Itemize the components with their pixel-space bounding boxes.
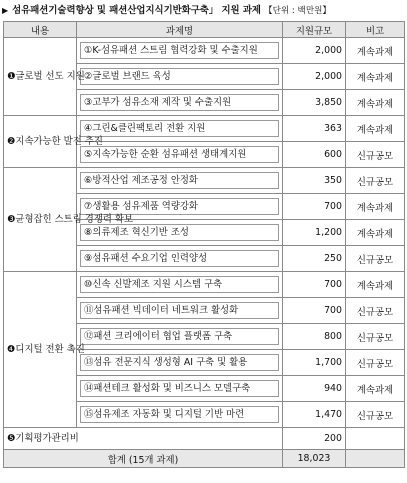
task-name: ③고부가 섬유소재 제작 및 수출지원	[80, 94, 279, 111]
task-name: ⑤지속가능한 순환 섬유패션 생태계지원	[80, 146, 279, 163]
remark-badge: 계속과제	[346, 64, 405, 90]
total-remark	[346, 450, 405, 468]
task-name: ④그린&클린팩토리 전환 지원	[80, 120, 279, 137]
support-amount: 700	[283, 194, 346, 220]
support-amount: 2,000	[283, 38, 346, 64]
table-row	[4, 116, 405, 142]
management-cost-amount: 200	[283, 428, 346, 450]
table-row	[4, 38, 405, 64]
table-header-row	[4, 22, 405, 38]
task-name: ②글로벌 브랜드 육성	[80, 68, 279, 85]
task-name-cell	[77, 376, 283, 402]
table-row	[4, 168, 405, 194]
remark-badge: 신규공모	[346, 298, 405, 324]
task-name: ⑥방적산업 제조공정 안정화	[80, 172, 279, 189]
total-amount: 18,023	[283, 450, 346, 468]
unit-label: 【단위 : 백만원】	[263, 6, 332, 16]
task-name: ⑨섬유패션 수요기업 인력양성	[80, 250, 279, 267]
support-amount: 363	[283, 116, 346, 142]
task-name: ⑮섬유제조 자동화 및 디지털 기반 마련	[80, 406, 279, 423]
remark-badge: 계속과제	[346, 38, 405, 64]
document-title	[2, 3, 406, 19]
support-amount: 1,470	[283, 402, 346, 428]
table-row	[4, 272, 405, 298]
remark-badge: 계속과제	[346, 272, 405, 298]
remark-badge: 신규공모	[346, 402, 405, 428]
support-amount: 700	[283, 272, 346, 298]
header-remarks: 비고	[346, 22, 405, 38]
support-amount: 1,700	[283, 350, 346, 376]
task-name-cell	[77, 90, 283, 116]
remark-badge: 계속과제	[346, 376, 405, 402]
management-cost-remark	[346, 428, 405, 450]
category-cell: ❷지속가능한 발전 추진	[4, 116, 77, 168]
task-name: ①K-섬유패션 스트림 협력강화 및 수출지원	[80, 42, 279, 59]
remark-badge: 신규공모	[346, 324, 405, 350]
task-name: ⑩신속 신발제조 지원 시스템 구축	[80, 276, 279, 293]
task-name-cell	[77, 298, 283, 324]
triangle-marker: ▶	[2, 6, 9, 15]
category-cell: ❶글로벌 선도 지원	[4, 38, 77, 116]
support-amount: 2,000	[283, 64, 346, 90]
task-name-cell	[77, 142, 283, 168]
task-name: ⑭패션테크 활성화 및 비즈니스 모델구축	[80, 380, 279, 397]
task-name: ⑦생활용 섬유제품 역량강화	[80, 198, 279, 215]
task-name-cell	[77, 168, 283, 194]
header-task-name: 과제명	[77, 22, 283, 38]
task-name-cell	[77, 272, 283, 298]
remark-badge: 신규공모	[346, 168, 405, 194]
task-name-cell	[77, 350, 283, 376]
task-name-cell	[77, 38, 283, 64]
category-cell: ❹디지털 전환 촉진	[4, 272, 77, 428]
support-amount: 940	[283, 376, 346, 402]
support-amount: 3,850	[283, 90, 346, 116]
header-support-scale: 지원규모	[283, 22, 346, 38]
category-cell: ❸균형잡힌 스트림 경쟁력 확보	[4, 168, 77, 272]
task-name-cell	[77, 402, 283, 428]
task-name: ⑬섬유 전문지식 생성형 AI 구축 및 활용	[80, 354, 279, 371]
support-amount: 600	[283, 142, 346, 168]
support-amount: 700	[283, 298, 346, 324]
title-text: 섬유패션기술력향상 및 패션산업지식기반화구축」 지원 과제	[12, 5, 261, 16]
task-name: ⑪섬유패션 빅데이터 네트워크 활성화	[80, 302, 279, 319]
task-name-cell	[77, 64, 283, 90]
support-amount: 800	[283, 324, 346, 350]
total-label: 합계 (15개 과제)	[4, 450, 283, 468]
remark-badge: 신규공모	[346, 350, 405, 376]
support-amount: 350	[283, 168, 346, 194]
task-name-cell	[77, 246, 283, 272]
task-name-cell	[77, 116, 283, 142]
support-amount: 1,200	[283, 220, 346, 246]
remark-badge: 계속과제	[346, 194, 405, 220]
remark-badge: 신규공모	[346, 142, 405, 168]
header-content: 내용	[4, 22, 77, 38]
remark-badge: 신규공모	[346, 246, 405, 272]
task-name-cell	[77, 324, 283, 350]
remark-badge: 계속과제	[346, 90, 405, 116]
support-amount: 250	[283, 246, 346, 272]
management-cost-row	[4, 428, 405, 450]
task-name: ⑧의류제조 혁신기반 조성	[80, 224, 279, 241]
support-task-table	[3, 21, 405, 468]
management-cost-label: ❺기획평가관리비	[4, 428, 283, 450]
task-name: ⑫패션 크리에이터 협업 플랫폼 구축	[80, 328, 279, 345]
total-row	[4, 450, 405, 468]
remark-badge: 계속과제	[346, 220, 405, 246]
remark-badge: 계속과제	[346, 116, 405, 142]
